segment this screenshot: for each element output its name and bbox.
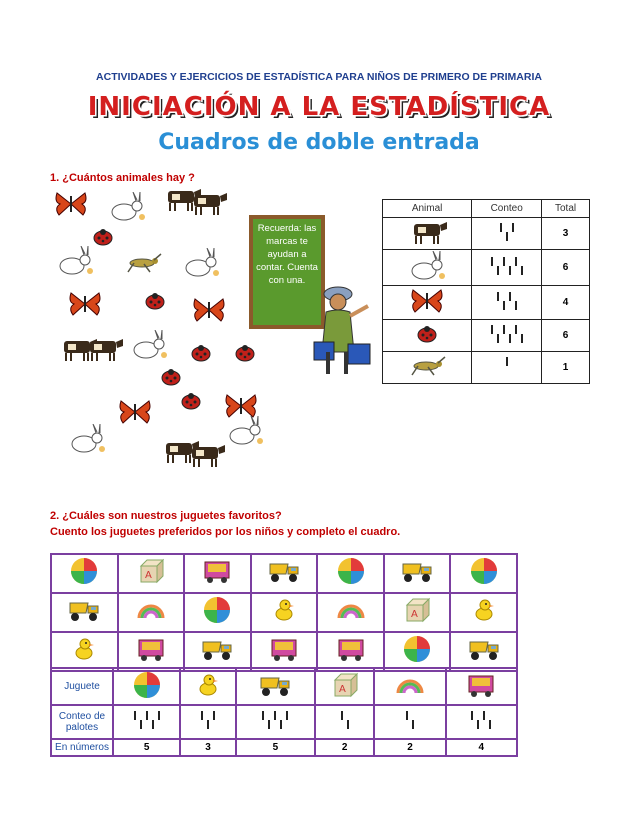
grasshopper-icon bbox=[383, 352, 472, 384]
animals-table bbox=[382, 199, 590, 384]
toy-grid-row bbox=[51, 593, 517, 632]
duck-icon bbox=[450, 593, 517, 632]
page-subtitle: Cuadros de doble entrada bbox=[158, 130, 480, 155]
dump-truck-icon bbox=[251, 554, 318, 593]
ball-icon bbox=[184, 593, 251, 632]
animal-row bbox=[383, 286, 590, 320]
ball-icon bbox=[450, 554, 517, 593]
question-2: 2. ¿Cuáles son nuestros juguetes favoritos? bbox=[50, 510, 282, 522]
ball-icon bbox=[51, 554, 118, 593]
rabbit-icon bbox=[226, 416, 264, 451]
duck-icon bbox=[251, 593, 318, 632]
tally-cell bbox=[113, 705, 180, 739]
svg-text:A: A bbox=[144, 570, 152, 581]
count-cell: 5 bbox=[113, 739, 180, 756]
toy-grid-row bbox=[51, 632, 517, 671]
row-label-juguete: Juguete bbox=[51, 668, 113, 705]
ladybug-icon bbox=[383, 320, 472, 352]
animal-row bbox=[383, 352, 590, 384]
duck-icon bbox=[51, 632, 118, 671]
row-label-conteo: Conteo de palotes bbox=[51, 705, 113, 739]
block-icon bbox=[315, 668, 374, 705]
reminder-note: Recuerda: las marcas te ayudan a contar. Cuenta con una. bbox=[249, 215, 325, 329]
animal-row bbox=[383, 218, 590, 250]
ladybug-icon bbox=[180, 392, 202, 415]
tally-cell bbox=[374, 705, 445, 739]
block-icon bbox=[384, 593, 451, 632]
ladybug-icon bbox=[92, 228, 114, 251]
dump-truck-icon bbox=[51, 593, 118, 632]
truck-box-icon bbox=[118, 632, 185, 671]
count-cell: 2 bbox=[315, 739, 374, 756]
block-icon bbox=[118, 554, 185, 593]
col-conteo-header: Conteo bbox=[472, 200, 542, 218]
cow-icon bbox=[184, 442, 226, 473]
svg-text:A: A bbox=[411, 609, 418, 620]
cow-icon bbox=[383, 218, 472, 250]
count-cell: 2 bbox=[374, 739, 445, 756]
dump-truck-icon bbox=[236, 668, 315, 705]
page-header: ACTIVIDADES Y EJERCICIOS DE ESTADÍSTICA PARA NIÑOS DE PRIMERO DE PRIMARIA bbox=[96, 71, 542, 83]
duck-icon bbox=[180, 668, 235, 705]
slinky-icon bbox=[374, 668, 445, 705]
total-cell: 6 bbox=[542, 320, 590, 352]
tally-marks bbox=[491, 257, 523, 279]
ball-icon bbox=[113, 668, 180, 705]
teacher-icon bbox=[308, 282, 378, 377]
dump-truck-icon bbox=[184, 632, 251, 671]
tally-cell bbox=[472, 286, 542, 320]
dump-truck-icon bbox=[450, 632, 517, 671]
animal-row bbox=[383, 250, 590, 286]
tally-marks bbox=[471, 711, 491, 733]
question-1: 1. ¿Cuántos animales hay ? bbox=[50, 172, 195, 184]
row-label-numeros: En números bbox=[51, 739, 113, 756]
cow-icon bbox=[186, 190, 228, 221]
tally-marks bbox=[406, 711, 414, 733]
count-cell: 4 bbox=[446, 739, 517, 756]
tally-marks bbox=[506, 357, 508, 379]
ladybug-icon bbox=[234, 344, 256, 367]
tally-marks bbox=[341, 711, 349, 733]
toy-summary-table bbox=[50, 667, 518, 757]
toy-grid bbox=[50, 553, 518, 672]
tally-cell bbox=[315, 705, 374, 739]
slinky-icon bbox=[118, 593, 185, 632]
total-cell: 1 bbox=[542, 352, 590, 384]
tally-cell bbox=[472, 218, 542, 250]
butterfly-icon bbox=[192, 296, 226, 329]
tally-cell bbox=[472, 352, 542, 384]
rabbit-icon bbox=[383, 250, 472, 286]
butterfly-icon bbox=[383, 286, 472, 320]
rabbit-icon bbox=[182, 248, 220, 283]
rabbit-icon bbox=[56, 246, 94, 281]
ball-icon bbox=[384, 632, 451, 671]
rabbit-icon bbox=[68, 424, 106, 459]
count-cell: 5 bbox=[236, 739, 315, 756]
cow-icon bbox=[82, 336, 124, 367]
svg-text:A: A bbox=[338, 684, 346, 695]
count-cell: 3 bbox=[180, 739, 235, 756]
truck-box-icon bbox=[184, 554, 251, 593]
question-2-instructions: Cuento los juguetes preferidos por los niños y completo el cuadro. bbox=[50, 526, 401, 538]
dump-truck-icon bbox=[384, 554, 451, 593]
butterfly-icon bbox=[68, 290, 102, 323]
col-total-header: Total bbox=[542, 200, 590, 218]
animal-row bbox=[383, 320, 590, 352]
butterfly-icon bbox=[54, 190, 88, 223]
grasshopper-icon bbox=[124, 252, 162, 279]
tally-marks bbox=[491, 325, 523, 347]
tally-cell bbox=[472, 250, 542, 286]
ladybug-icon bbox=[190, 344, 212, 367]
truck-box-icon bbox=[446, 668, 517, 705]
col-animal-header: Animal bbox=[383, 200, 472, 218]
tally-cell bbox=[446, 705, 517, 739]
slinky-icon bbox=[317, 593, 384, 632]
tally-cell bbox=[236, 705, 315, 739]
tally-cell bbox=[472, 320, 542, 352]
ladybug-icon bbox=[144, 292, 166, 315]
tally-marks bbox=[262, 711, 288, 733]
total-cell: 3 bbox=[542, 218, 590, 250]
ball-icon bbox=[317, 554, 384, 593]
rabbit-icon bbox=[108, 192, 146, 227]
truck-box-icon bbox=[251, 632, 318, 671]
ladybug-icon bbox=[160, 368, 182, 391]
tally-marks bbox=[134, 711, 160, 733]
tally-marks bbox=[201, 711, 215, 733]
total-cell: 6 bbox=[542, 250, 590, 286]
page-title: INICIACIÓN A LA ESTADÍSTICA bbox=[87, 92, 551, 122]
truck-box-icon bbox=[317, 632, 384, 671]
tally-cell bbox=[180, 705, 235, 739]
toy-grid-row bbox=[51, 554, 517, 593]
tally-marks bbox=[497, 292, 517, 314]
total-cell: 4 bbox=[542, 286, 590, 320]
tally-marks bbox=[500, 223, 514, 245]
butterfly-icon bbox=[118, 398, 152, 431]
rabbit-icon bbox=[130, 330, 168, 365]
